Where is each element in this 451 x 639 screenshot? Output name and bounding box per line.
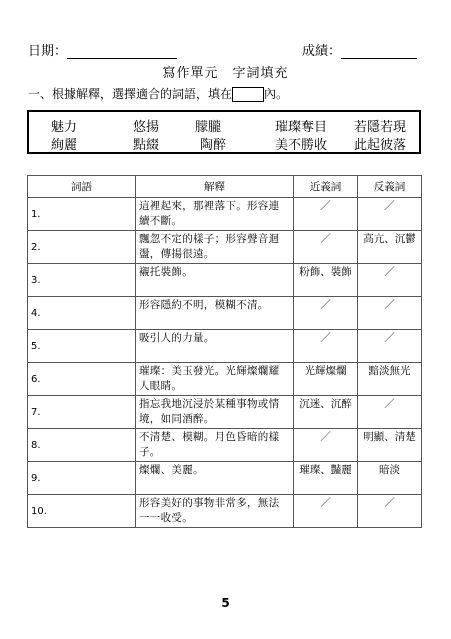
row-number: 10. — [28, 495, 136, 528]
row-number: 1. — [28, 198, 136, 231]
row-synonym: ／ — [294, 297, 358, 330]
instruction-suffix: 內。 — [264, 87, 289, 101]
header-antonym: 反義詞 — [358, 176, 422, 198]
table-row — [28, 429, 422, 462]
word-bank-item: 魅力 — [51, 120, 78, 135]
table-row — [28, 363, 422, 396]
word-bank-item: 若隱若現 — [354, 120, 407, 135]
row-number: 5. — [28, 330, 136, 363]
table-row — [28, 297, 422, 330]
word-bank-item: 朦朧 — [195, 120, 222, 135]
row-number: 7. — [28, 396, 136, 429]
table-row — [28, 495, 422, 528]
row-antonym: ／ — [358, 495, 422, 528]
row-number: 8. — [28, 429, 136, 462]
date-label: 日期： — [28, 44, 68, 59]
row-synonym: 沉迷、沉醉 — [294, 396, 358, 429]
row-number: 3. — [28, 264, 136, 297]
date-blank[interactable] — [67, 46, 177, 59]
vocabulary-table — [27, 175, 422, 528]
table-row — [28, 198, 422, 231]
row-synonym: 光輝燦爛 — [294, 363, 358, 396]
row-definition: 這裡起來，那裡落下。形容連續不斷。 — [136, 198, 294, 231]
row-number: 6. — [28, 363, 136, 396]
row-definition: 形容美好的事物非常多，無法一一收受。 — [136, 495, 294, 528]
word-bank-item: 此起彼落 — [354, 138, 407, 153]
word-bank-item: 璀璨奪目 — [275, 120, 328, 135]
word-bank-item: 悠揚 — [133, 120, 160, 135]
row-antonym: 高亢、沉鬱 — [358, 231, 422, 264]
word-bank-item: 絢麗 — [51, 138, 78, 153]
row-definition: 飄忽不定的樣子；形容聲音迴盪，傳揚很遠。 — [136, 231, 294, 264]
row-synonym: ／ — [294, 231, 358, 264]
table-header-row — [28, 176, 422, 198]
row-synonym: 粉飾、裝飾 — [294, 264, 358, 297]
answer-box-sample — [232, 87, 264, 102]
page-number: 5 — [221, 596, 230, 610]
row-antonym: ／ — [358, 330, 422, 363]
score-field — [302, 40, 417, 59]
row-antonym: 明顯、清楚 — [358, 429, 422, 462]
row-antonym: ／ — [358, 297, 422, 330]
header-synonym: 近義詞 — [294, 176, 358, 198]
word-bank-item: 點綴 — [133, 138, 160, 153]
row-antonym: ／ — [358, 264, 422, 297]
table-row — [28, 462, 422, 495]
score-label: 成績： — [302, 44, 342, 59]
row-definition: 燦爛、美麗。 — [136, 462, 294, 495]
row-synonym: ／ — [294, 330, 358, 363]
row-number: 2. — [28, 231, 136, 264]
table-row — [28, 396, 422, 429]
score-blank[interactable] — [341, 46, 417, 59]
row-antonym: ／ — [358, 198, 422, 231]
date-field — [28, 40, 177, 59]
instruction-prefix: 一、根據解釋，選擇適合的詞語，填在 — [28, 87, 233, 101]
word-bank-item: 美不勝收 — [275, 138, 328, 153]
header-word: 詞語 — [28, 176, 136, 198]
row-number: 9. — [28, 462, 136, 495]
row-synonym: ／ — [294, 495, 358, 528]
instruction — [28, 85, 288, 102]
word-bank-item: 陶醉 — [200, 138, 227, 153]
row-synonym: ／ — [294, 198, 358, 231]
row-definition: 吸引人的力量。 — [136, 330, 294, 363]
table-row — [28, 264, 422, 297]
row-antonym: 黯淡無光 — [358, 363, 422, 396]
header-definition: 解釋 — [136, 176, 294, 198]
row-synonym: 璀璨、豔麗 — [294, 462, 358, 495]
table-row — [28, 330, 422, 363]
word-bank — [27, 110, 421, 154]
row-antonym: 暗淡 — [358, 462, 422, 495]
worksheet-title: 寫作單元 字詞填充 — [162, 66, 289, 81]
row-definition: 指忘我地沉浸於某種事物或情境，如同酒醉。 — [136, 396, 294, 429]
row-definition: 襯托裝飾。 — [136, 264, 294, 297]
row-definition: 形容隱約不明，模糊不清。 — [136, 297, 294, 330]
row-definition: 璀璨：美玉發光。光輝燦爛耀人眼睛。 — [136, 363, 294, 396]
row-synonym: ／ — [294, 429, 358, 462]
table-row — [28, 231, 422, 264]
row-antonym: ／ — [358, 396, 422, 429]
row-number: 4. — [28, 297, 136, 330]
row-definition: 不清楚、模糊。月色昏暗的樣子。 — [136, 429, 294, 462]
